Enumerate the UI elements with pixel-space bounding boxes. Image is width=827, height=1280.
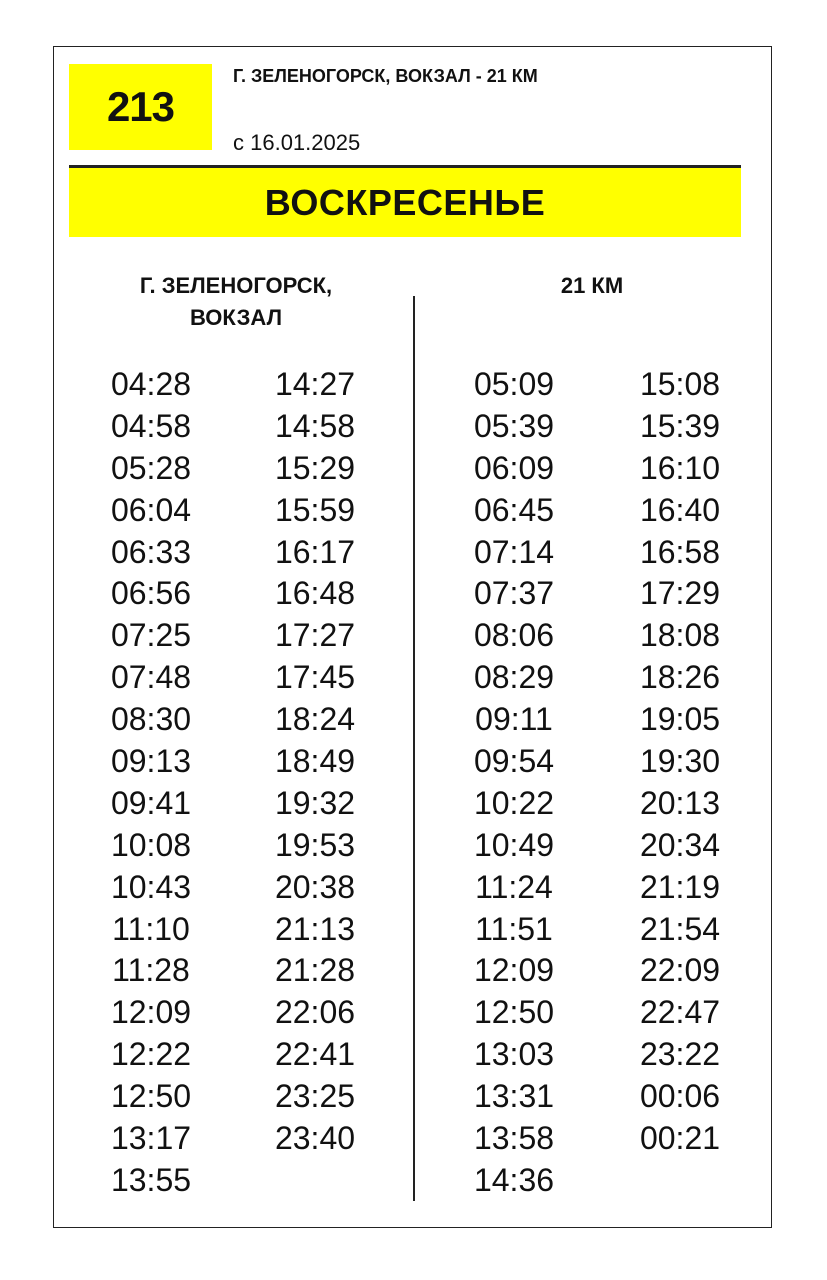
departure-time: 21:19 <box>639 868 721 905</box>
departure-time: 22:09 <box>639 952 721 989</box>
departure-time: 06:04 <box>110 491 192 528</box>
departure-time: 16:10 <box>639 449 721 486</box>
departure-time: 13:55 <box>110 1161 192 1198</box>
departure-time: 15:08 <box>639 366 721 402</box>
departure-time: 23:22 <box>639 1036 721 1073</box>
departure-time: 14:36 <box>473 1161 555 1198</box>
departure-time: 18:26 <box>639 659 721 696</box>
departure-time: 19:30 <box>639 743 721 780</box>
departure-time: 15:39 <box>639 407 721 444</box>
departure-time: 12:09 <box>473 952 555 989</box>
departure-time: 10:22 <box>473 784 555 821</box>
departure-time: 05:39 <box>473 407 555 444</box>
departure-time: 16:58 <box>639 533 721 570</box>
departure-time: 06:56 <box>110 575 192 612</box>
departure-time: 12:09 <box>110 994 192 1031</box>
departure-time: 00:06 <box>639 1078 721 1115</box>
departure-time: 04:28 <box>110 366 192 402</box>
departure-time: 08:30 <box>110 701 192 738</box>
route-number: 213 <box>106 83 175 130</box>
departure-time: 13:03 <box>473 1036 555 1073</box>
departure-stop-heading: Г. ЗЕЛЕНОГОРСК, ВОКЗАЛ <box>139 273 333 330</box>
departure-time: 09:41 <box>110 784 192 821</box>
departure-time: 05:09 <box>473 366 555 402</box>
departure-time: 11:51 <box>475 910 553 947</box>
time-column <box>449 364 579 1202</box>
departure-time: 05:28 <box>110 449 192 486</box>
departure-time: 09:11 <box>475 701 553 738</box>
day-banner <box>69 168 741 237</box>
departure-time: 07:37 <box>473 575 555 612</box>
day-label: ВОСКРЕСЕНЬЕ <box>264 181 546 223</box>
time-column <box>615 364 745 1160</box>
departure-stop-heading: 21 КМ <box>560 273 624 298</box>
departure-time: 21:13 <box>274 910 356 947</box>
departure-time: 16:40 <box>639 491 721 528</box>
departure-time: 17:45 <box>274 659 356 696</box>
departure-time: 19:53 <box>274 826 356 863</box>
departure-time: 20:13 <box>639 784 721 821</box>
departure-time: 07:14 <box>473 533 555 570</box>
departure-time: 07:25 <box>110 617 192 654</box>
time-column <box>250 364 380 1160</box>
departure-time: 22:41 <box>274 1036 356 1073</box>
departure-time: 15:29 <box>274 449 356 486</box>
departure-time: 04:58 <box>110 407 192 444</box>
departure-time: 18:49 <box>274 743 356 780</box>
departure-time: 13:58 <box>473 1120 555 1157</box>
departure-time: 07:48 <box>110 659 192 696</box>
departure-time: 11:24 <box>475 868 553 905</box>
departure-time: 11:28 <box>112 952 190 989</box>
departure-time: 08:29 <box>473 659 555 696</box>
departure-time: 06:09 <box>473 449 555 486</box>
departure-time: 15:59 <box>274 491 356 528</box>
departure-time: 10:43 <box>110 868 192 905</box>
departure-time: 20:34 <box>639 826 721 863</box>
departure-time: 23:25 <box>274 1078 356 1115</box>
departure-time: 18:24 <box>274 701 356 738</box>
route-number-badge <box>69 64 212 150</box>
departure-time: 22:06 <box>274 994 356 1031</box>
departure-time: 23:40 <box>274 1120 356 1157</box>
direction-divider <box>413 296 415 1201</box>
route-name: Г. ЗЕЛЕНОГОРСК, ВОКЗАЛ - 21 КМ <box>233 66 538 86</box>
departure-time: 12:50 <box>473 994 555 1031</box>
valid-from-date: с 16.01.2025 <box>233 130 361 155</box>
departure-time: 22:47 <box>639 994 721 1031</box>
departure-time: 16:17 <box>274 533 356 570</box>
departure-time: 10:08 <box>110 826 192 863</box>
departure-time: 18:08 <box>639 617 721 654</box>
departure-time: 21:28 <box>274 952 356 989</box>
departure-time: 12:22 <box>110 1036 192 1073</box>
departure-time: 19:05 <box>639 701 721 738</box>
departure-time: 20:38 <box>274 868 356 905</box>
time-column <box>86 364 216 1202</box>
departure-time: 11:10 <box>112 910 190 947</box>
departure-time: 06:45 <box>473 491 555 528</box>
departure-time: 08:06 <box>473 617 555 654</box>
departure-time: 09:13 <box>110 743 192 780</box>
departure-time: 13:17 <box>110 1120 192 1157</box>
departure-time: 17:27 <box>274 617 356 654</box>
departure-time: 06:33 <box>110 533 192 570</box>
departure-time: 12:50 <box>110 1078 192 1115</box>
departure-time: 17:29 <box>639 575 721 612</box>
departure-time: 10:49 <box>473 826 555 863</box>
departure-time: 09:54 <box>473 743 555 780</box>
departure-time: 19:32 <box>274 784 356 821</box>
departure-time: 16:48 <box>274 575 356 612</box>
departure-time: 14:58 <box>274 407 356 444</box>
departure-time: 00:21 <box>639 1120 721 1157</box>
departure-time: 21:54 <box>639 910 721 947</box>
departure-time: 14:27 <box>274 366 356 402</box>
departure-time: 13:31 <box>473 1078 555 1115</box>
